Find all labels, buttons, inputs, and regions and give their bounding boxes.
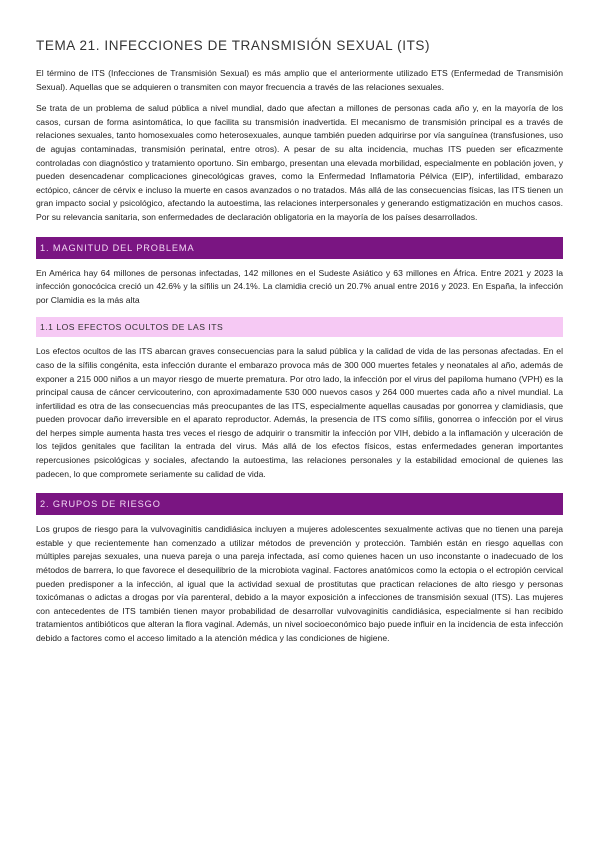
intro-paragraph-2: Se trata de un problema de salud pública a nivel mundial, dado que afectan a millones de personas cada año y, en la mayoría de los casos, cursan de forma asintomática, lo que facilita su transmisión inadvertida. El mecanismo de transmisión principal es a través de relaciones sexuales, tanto homosexuales como heterosexuales, aunque también pueden adquirirse por vía sanguínea (transfusiones, uso de agujas contaminadas, transmisión perinatal, entre otros). A pesar de su alta incidencia, muchas ITS pueden ser eficazmente controladas con diagnóstico y tratamiento oportuno. Sin embargo, presentan una elevada morbilidad, especialmente en población joven, y pueden desencadenar complicaciones ginecológicas graves, como la Enfermedad Inflamatoria Pélvica (EIP), infertilidad, embarazo ectópico, cáncer de cérvix e incluso la muerte en casos avanzados o no tratados. Más allá de las consecuencias físicas, las ITS tienen un gran impacto social y psicológico, afectando la autoestima, las relaciones interpersonales y generando estigmatización en muchos casos. Por su relevancia sanitaria, son enfermedades de declaración obligatoria en la mayoría de los países desarrollados. <box>36 103 563 222</box>
subsection-heading-efectos-ocultos: 1.1 LOS EFECTOS OCULTOS DE LAS ITS <box>36 317 563 337</box>
section-heading-magnitud: 1. MAGNITUD DEL PROBLEMA <box>36 237 563 259</box>
intro-paragraph-1: El término de ITS (Infecciones de Transmisión Sexual) es más amplio que el anteriormente utilizado ETS (Enfermedad de Transmisión Sexual). Aquellas que se adquieren o transmiten con mayor frecuencia a través de las relaciones sexuales. <box>36 68 563 92</box>
subsection-efectos-ocultos-text: Los efectos ocultos de las ITS abarcan graves consecuencias para la salud pública y la calidad de vida de las personas afectadas. En el caso de la sífilis congénita, esta infección durante el embarazo provoca más de 300 000 muertes fetales y neonatales al año, además de exponer a 215 000 niños a un mayor riesgo de muerte prematura. Por otro lado, la infección por el virus del papiloma humano (VPH) es la principal causa de cáncer cervicouterino, con aproximadamente 530 000 nuevos casos y 264 000 muertes cada año a nivel mundial. La infertilidad es otra de las consecuencias más preocupantes de las ITS, especialmente aquellas causadas por gonorrea y clamidiasis, que pueden provocar daño irreversible en el aparato reproductor. Además, la presencia de ITS como sífilis, gonorrea o infección por el virus del herpes simple aumenta hasta tres veces el riesgo de adquirir o transmitir la infección por VIH, debido a la inflamación y ulceración de los tejidos genitales que facilitan la entrada del virus. Más allá de los efectos físicos, estas enfermedades generan importantes repercusiones psicológicas y sociales, afectando la autoestima, las relaciones personales y la estabilidad emocional de quienes las padecen, lo que compromete seriamente su calidad de vida. <box>36 346 563 479</box>
section-magnitud-text: En América hay 64 millones de personas infectadas, 142 millones en el Sudeste Asiático y 63 millones en África. Entre 2021 y 2023 la infección gonocócica creció un 42.6% y la sífilis un 24.1%. La clamidia creció un 20.7% anual entre 2016 y 2023. En España, la infección por Clamidia es la más alta <box>36 267 563 305</box>
section-heading-grupos-riesgo: 2. GRUPOS DE RIESGO <box>36 493 563 515</box>
section-grupos-riesgo-text: Los grupos de riesgo para la vulvovaginitis candidiásica incluyen a mujeres adolescentes sexualmente activas que no tienen una pareja estable y que recientemente han comenzado a utilizar métodos de prevención y protección. También están en riesgo aquellas con múltiples parejas sexuales, una nueva pareja o una pareja infectada, así como quienes hacen un uso inconstante o inadecuado de los métodos de barrera, lo que favorece el desequilibrio de la microbiota vaginal. Factores anatómicos como la ectopia o el ectropión cervical pueden predisponer a la infección, al igual que la actividad sexual de prostitutas que practican relaciones de alto riesgo y personas toxicómanas o adictas a drogas por vía parenteral, debido a la mayor exposición a infecciones de transmisión sexual (ITS). Las mujeres con antecedentes de ITS también tienen mayor probabilidad de desarrollar vulvovaginitis candidiásica, especialmente si han recibido tratamientos antibióticos que alteran la flora vaginal. Además, un nivel socioeconómico bajo puede influir en la incidencia de esta infección debido a factores como el acceso limitado a la atención médica y las condiciones de higiene. <box>36 524 563 643</box>
page-title: TEMA 21. INFECCIONES DE TRANSMISIÓN SEXUAL (ITS) <box>36 38 431 53</box>
